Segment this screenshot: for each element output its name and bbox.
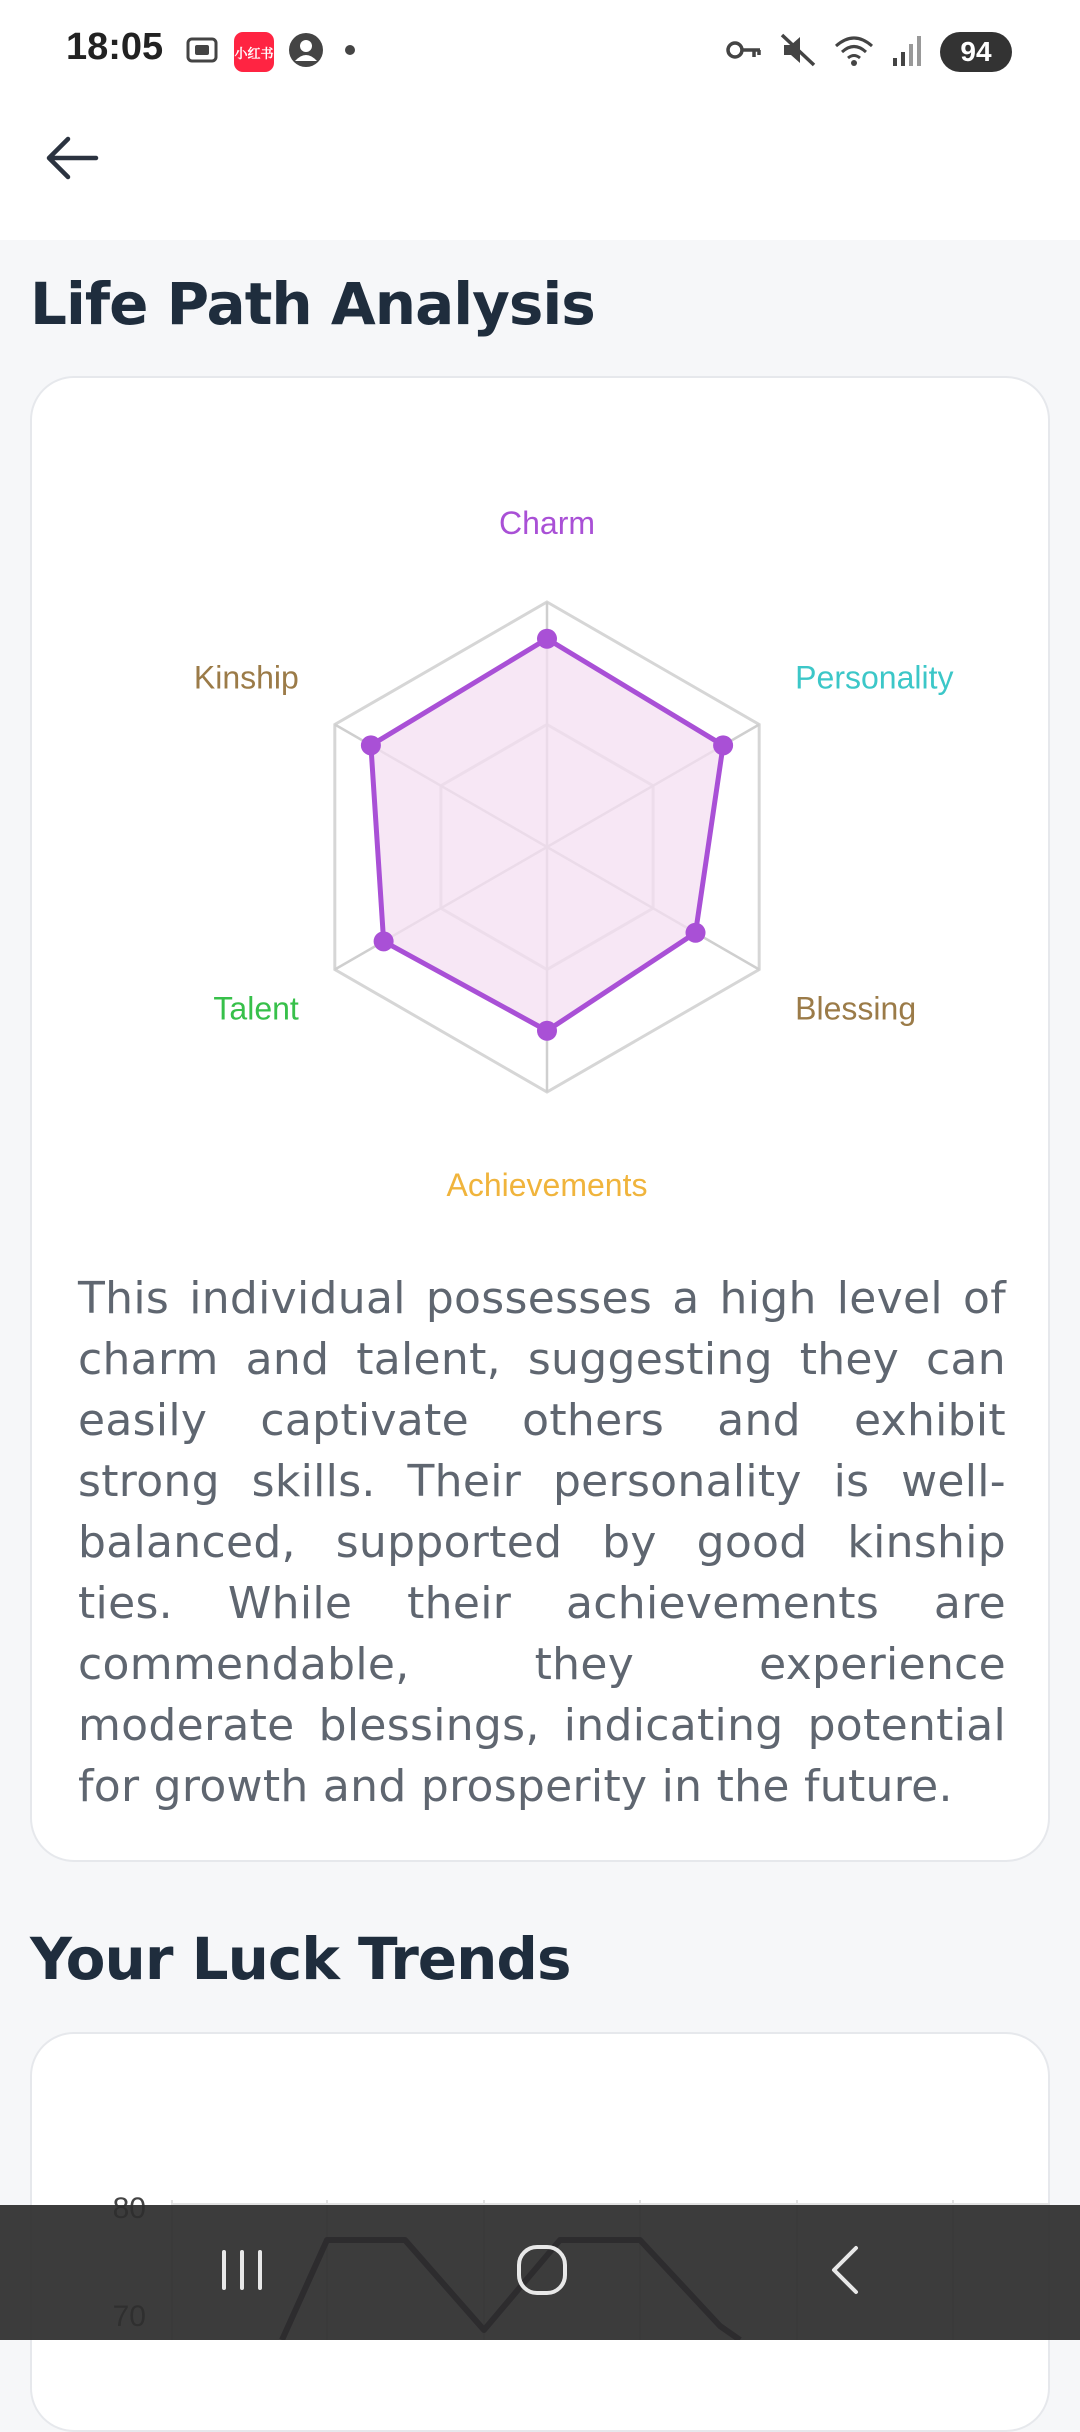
battery-level: 94	[940, 32, 1012, 72]
wifi-icon	[832, 30, 876, 75]
back-nav-button[interactable]	[766, 2205, 926, 2340]
account-icon	[286, 30, 326, 75]
life-path-card	[30, 376, 1050, 1862]
home-icon	[512, 2240, 572, 2305]
home-button[interactable]	[462, 2205, 622, 2340]
radar-axis-label: Kinship	[193, 659, 299, 696]
screenshot-icon	[182, 30, 222, 75]
radar-svg	[32, 378, 1052, 1228]
radar-data-point	[374, 931, 394, 951]
back-chevron-icon	[818, 2242, 874, 2303]
life-path-description: This individual possesses a high level of charm and talent, suggesting they can easily captivate others and exhibit strong skills. Their personality is well-balanced, supported by good kinship ties. While their achievements are commendable, they experience moderate blessings, indicating potential for growth and prosperity in the future.	[78, 1273, 1006, 1812]
radar-axis-label: Achievements	[446, 1167, 648, 1203]
radar-data-point	[537, 1021, 557, 1041]
arrow-left-icon	[40, 126, 104, 195]
radar-data-point	[537, 629, 557, 649]
radar-series-area	[371, 639, 723, 1031]
radar-data-point	[686, 923, 706, 943]
radar-axis-label: Charm	[498, 505, 596, 541]
status-icons-right	[724, 30, 1012, 74]
radar-data-point	[713, 735, 733, 755]
radar-chart	[32, 378, 1052, 1228]
life-path-title: Life Path Analysis	[30, 270, 595, 338]
radar-axis-label: Talent	[213, 990, 299, 1027]
radar-axis-label: Personality	[795, 659, 954, 696]
mute-icon	[778, 30, 818, 75]
signal-icon	[890, 30, 926, 75]
recent-apps-button[interactable]	[162, 2205, 322, 2340]
navigation-bar	[0, 2205, 1080, 2340]
status-time: 18:05	[66, 26, 164, 68]
vpn-key-icon	[724, 30, 764, 75]
radar-axis-label: Blessing	[795, 990, 917, 1027]
status-icons-left	[182, 30, 362, 74]
xiaohongshu-app-icon: 小红书	[234, 32, 274, 72]
luck-trends-title: Your Luck Trends	[30, 1925, 571, 1993]
app-header	[0, 100, 1080, 240]
back-button[interactable]	[36, 124, 108, 196]
notification-dot-icon	[338, 38, 362, 67]
recent-apps-icon	[214, 2242, 270, 2303]
radar-data-point	[361, 735, 381, 755]
status-bar	[0, 0, 1080, 100]
